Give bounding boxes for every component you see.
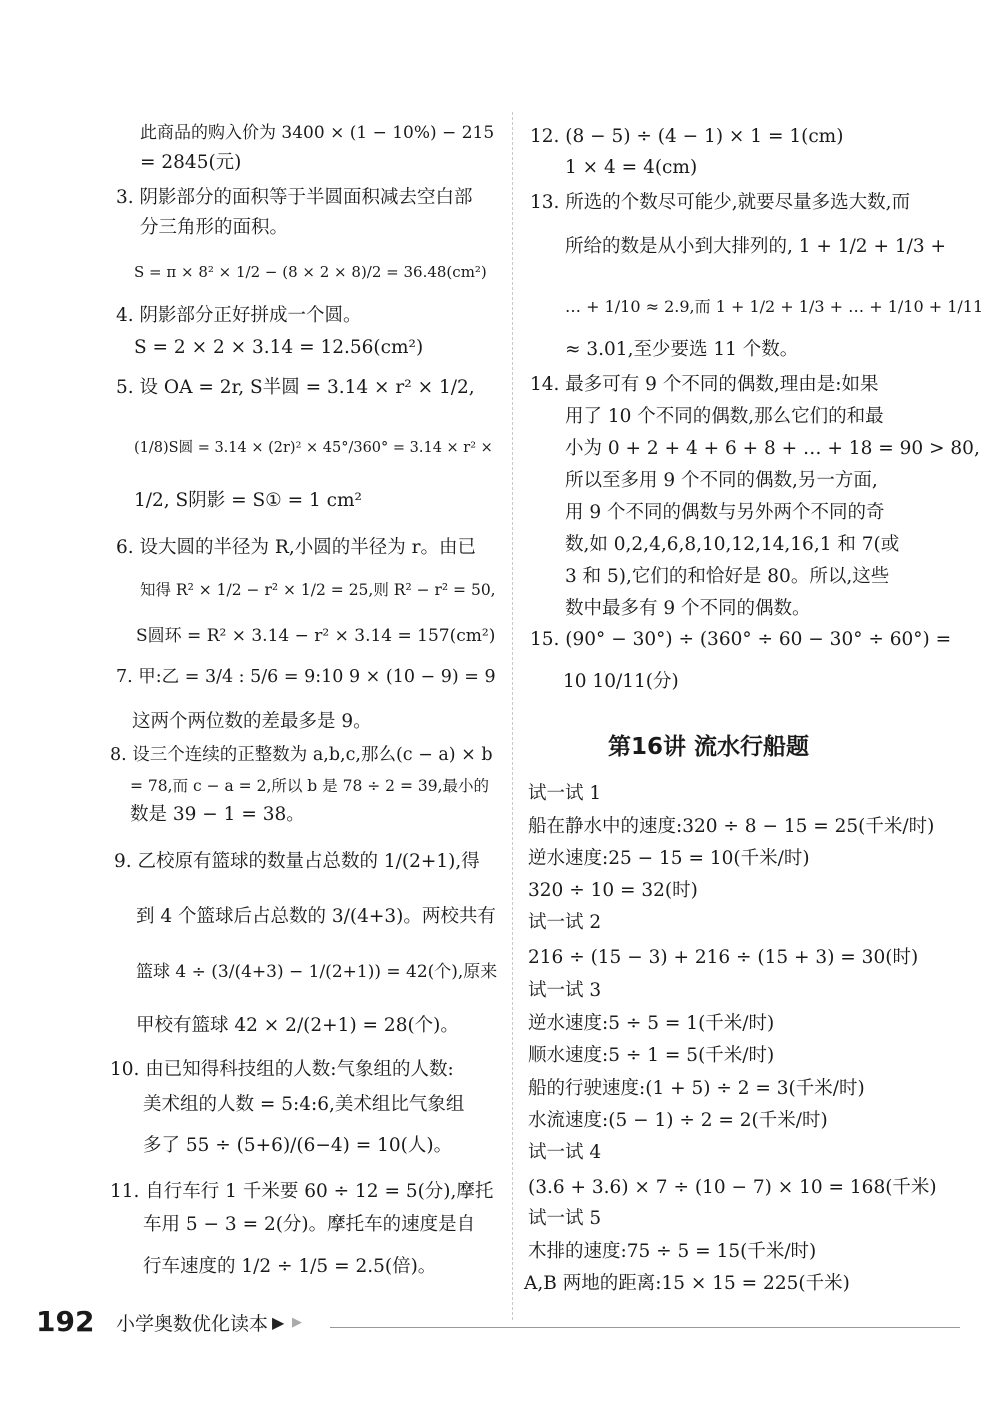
right-line: 顺水速度:5 ÷ 1 = 5(千米/时) — [528, 1045, 775, 1066]
left-line: 甲校有篮球 42 × 2/(2+1) = 28(个)。 — [136, 1015, 459, 1036]
left-line: 这两个两位数的差最多是 9。 — [132, 711, 372, 732]
left-line: 知得 R² × 1/2 − r² × 1/2 = 25,则 R² − r² = 50, — [140, 581, 496, 599]
left-line: S圆环 = R² × 3.14 − r² × 3.14 = 157(cm²) — [136, 626, 496, 646]
right-line: 逆水速度:25 − 15 = 10(千米/时) — [528, 848, 810, 869]
right-line: 1 × 4 = 4(cm) — [565, 157, 698, 178]
left-line: 7. 甲:乙 = 3/4 : 5/6 = 9:10 9 × (10 − 9) = 9 — [116, 667, 496, 687]
left-line: 1/2, S阴影 = S① = 1 cm² — [134, 490, 362, 511]
left-line: 4. 阴影部分正好拼成一个圆。 — [116, 305, 362, 326]
right-line: 试一试 2 — [528, 912, 602, 933]
left-line: 车用 5 − 3 = 2(分)。摩托车的速度是自 — [143, 1214, 476, 1235]
page-number: 192 — [36, 1305, 95, 1338]
left-line: 10. 由已知得科技组的人数:气象组的人数: — [110, 1059, 454, 1080]
left-line: 11. 自行车行 1 千米要 60 ÷ 12 = 5(分),摩托 — [110, 1181, 494, 1202]
right-line: 10 10/11(分) — [563, 671, 679, 692]
left-line: 5. 设 OA = 2r, S半圆 = 3.14 × r² × 1/2, — [116, 377, 475, 398]
right-line: 船的行驶速度:(1 + 5) ÷ 2 = 3(千米/时) — [528, 1078, 865, 1099]
footer-rule — [330, 1327, 960, 1328]
right-line: 用了 10 个不同的偶数,那么它们的和最 — [565, 406, 884, 427]
left-line: 数是 39 − 1 = 38。 — [130, 804, 305, 825]
left-line: 多了 55 ÷ (5+6)/(6−4) = 10(人)。 — [143, 1135, 453, 1156]
right-line: 所以至多用 9 个不同的偶数,另一方面, — [565, 470, 878, 491]
right-line: A,B 两地的距离:15 × 15 = 225(千米) — [524, 1273, 850, 1294]
left-line: S = 2 × 2 × 3.14 = 12.56(cm²) — [134, 337, 424, 358]
left-line: 篮球 4 ÷ (3/(4+3) − 1/(2+1)) = 42(个),原来 — [136, 962, 498, 982]
left-line: 此商品的购入价为 3400 × (1 − 10%) − 215 — [140, 123, 495, 143]
faint-arrow-icon: ▶ — [292, 1315, 302, 1330]
left-line: 9. 乙校原有篮球的数量占总数的 1/(2+1),得 — [114, 851, 480, 872]
right-line: ≈ 3.01,至少要选 11 个数。 — [565, 339, 799, 360]
column-divider — [512, 112, 513, 1320]
left-line: 分三角形的面积。 — [140, 217, 289, 238]
left-line: = 2845(元) — [140, 152, 242, 173]
right-line: 13. 所选的个数尽可能少,就要尽量多选大数,而 — [530, 192, 911, 213]
left-line: 6. 设大圆的半径为 R,小圆的半径为 r。由已 — [116, 537, 476, 558]
left-line: 8. 设三个连续的正整数为 a,b,c,那么(c − a) × b — [110, 745, 493, 765]
right-line: (3.6 + 3.6) × 7 ÷ (10 − 7) × 10 = 168(千米) — [528, 1177, 937, 1198]
left-line: 到 4 个篮球后占总数的 3/(4+3)。两校共有 — [136, 906, 496, 927]
arrow-icon: ▶ — [272, 1313, 285, 1332]
right-line: 试一试 1 — [528, 783, 602, 804]
right-line: 数中最多有 9 个不同的偶数。 — [565, 598, 811, 619]
right-line: 14. 最多可有 9 个不同的偶数,理由是:如果 — [530, 374, 879, 395]
left-line: 行车速度的 1/2 ÷ 1/5 = 2.5(倍)。 — [143, 1256, 437, 1277]
left-line: 美术组的人数 = 5:4:6,美术组比气象组 — [143, 1094, 465, 1115]
left-line: = 78,而 c − a = 2,所以 b 是 78 ÷ 2 = 39,最小的 — [130, 777, 490, 795]
right-line: 木排的速度:75 ÷ 5 = 15(千米/时) — [528, 1241, 817, 1262]
right-line: 试一试 4 — [528, 1142, 602, 1163]
right-line: 用 9 个不同的偶数与另外两个不同的奇 — [565, 502, 885, 523]
left-line: S = π × 8² × 1/2 − (8 × 2 × 8)/2 = 36.48(cm²) — [134, 263, 487, 281]
right-line: 12. (8 − 5) ÷ (4 − 1) × 1 = 1(cm) — [530, 126, 844, 147]
right-line: 水流速度:(5 − 1) ÷ 2 = 2(千米/时) — [528, 1110, 828, 1131]
right-line: … + 1/10 ≈ 2.9,而 1 + 1/2 + 1/3 + … + 1/10 + 1/11 — [565, 297, 984, 316]
right-line: 3 和 5),它们的和恰好是 80。所以,这些 — [565, 566, 890, 587]
right-line: 船在静水中的速度:320 ÷ 8 − 15 = 25(千米/时) — [528, 816, 935, 837]
right-line: 试一试 5 — [528, 1208, 602, 1229]
left-line: 3. 阴影部分的面积等于半圆面积减去空白部 — [116, 187, 473, 208]
left-line: (1/8)S圆 = 3.14 × (2r)² × 45°/360° = 3.14 × r² × — [134, 440, 493, 456]
right-line: 216 ÷ (15 − 3) + 216 ÷ (15 + 3) = 30(时) — [528, 947, 919, 968]
right-line: 数,如 0,2,4,6,8,10,12,14,16,1 和 7(或 — [565, 534, 900, 555]
right-line: 320 ÷ 10 = 32(时) — [528, 880, 698, 901]
book-title: 小学奥数优化读本 — [116, 1313, 269, 1335]
right-line: 逆水速度:5 ÷ 5 = 1(千米/时) — [528, 1013, 775, 1034]
right-line: 小为 0 + 2 + 4 + 6 + 8 + … + 18 = 90 > 80, — [565, 438, 980, 459]
right-line: 15. (90° − 30°) ÷ (360° ÷ 60 − 30° ÷ 60°) = — [530, 629, 952, 650]
section-title: 第16讲 流水行船题 — [608, 734, 810, 760]
right-line: 所给的数是从小到大排列的, 1 + 1/2 + 1/3 + — [565, 236, 946, 257]
right-line: 试一试 3 — [528, 980, 602, 1001]
